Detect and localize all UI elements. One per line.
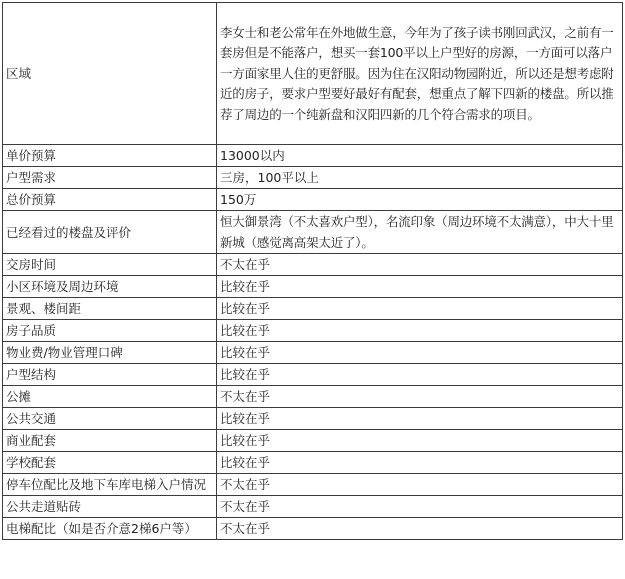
row-label: 小区环境及周边环境 xyxy=(3,276,217,298)
table-row xyxy=(3,430,623,452)
row-label: 区域 xyxy=(3,3,217,145)
row-value: 比较在乎 xyxy=(217,430,623,452)
table-row-region xyxy=(3,3,623,145)
row-label: 户型需求 xyxy=(3,167,217,189)
table-row xyxy=(3,320,623,342)
row-label: 公共交通 xyxy=(3,408,217,430)
row-value: 比较在乎 xyxy=(217,320,623,342)
row-value: 比较在乎 xyxy=(217,452,623,474)
row-label: 总价预算 xyxy=(3,189,217,211)
row-value: 比较在乎 xyxy=(217,276,623,298)
row-value: 不太在乎 xyxy=(217,518,623,540)
table-row xyxy=(3,254,623,276)
row-label: 电梯配比（如是否介意2梯6户等） xyxy=(3,518,217,540)
table-row xyxy=(3,474,623,496)
table-row xyxy=(3,276,623,298)
row-label: 已经看过的楼盘及评价 xyxy=(3,211,217,254)
row-value: 13000以内 xyxy=(217,145,623,167)
table-row-reviewed-projects xyxy=(3,211,623,254)
table-row-unit-price-budget xyxy=(3,145,623,167)
table-row xyxy=(3,496,623,518)
row-label: 公共走道贴砖 xyxy=(3,496,217,518)
row-label: 房子品质 xyxy=(3,320,217,342)
row-label: 公摊 xyxy=(3,386,217,408)
row-label: 交房时间 xyxy=(3,254,217,276)
row-value: 不太在乎 xyxy=(217,386,623,408)
row-value: 150万 xyxy=(217,189,623,211)
table-row-unit-type xyxy=(3,167,623,189)
table-row xyxy=(3,408,623,430)
row-value: 比较在乎 xyxy=(217,298,623,320)
table-row xyxy=(3,452,623,474)
row-value: 比较在乎 xyxy=(217,408,623,430)
table-row xyxy=(3,364,623,386)
requirements-table xyxy=(2,2,623,540)
row-label: 停车位配比及地下车库电梯入户情况 xyxy=(3,474,217,496)
table-row-total-budget xyxy=(3,189,623,211)
row-value: 不太在乎 xyxy=(217,496,623,518)
row-label: 景观、楼间距 xyxy=(3,298,217,320)
row-value: 李女士和老公常年在外地做生意，今年为了孩子读书刚回武汉，之前有一套房但是不能落户，想买一套100平以上户型好的房源，一方面可以落户一方面家里人住的更舒服。因为住在汉阳动物园附近，所以还是想考虑附近的房子，要求户型要好最好有配套，想重点了解下四新的楼盘。所以推荐了周边的一个纯新盘和汉阳四新的几个符合需求的项目。 xyxy=(217,3,623,145)
row-value: 不太在乎 xyxy=(217,254,623,276)
table-row xyxy=(3,518,623,540)
table-row xyxy=(3,298,623,320)
row-value: 三房，100平以上 xyxy=(217,167,623,189)
row-label: 商业配套 xyxy=(3,430,217,452)
row-label: 单价预算 xyxy=(3,145,217,167)
table-row xyxy=(3,342,623,364)
row-value: 恒大御景湾（不太喜欢户型），名流印象（周边环境不太满意），中大十里新城（感觉离高架太近了）。 xyxy=(217,211,623,254)
row-value: 比较在乎 xyxy=(217,364,623,386)
row-value: 比较在乎 xyxy=(217,342,623,364)
row-value: 不太在乎 xyxy=(217,474,623,496)
row-label: 户型结构 xyxy=(3,364,217,386)
table-row xyxy=(3,386,623,408)
row-label: 学校配套 xyxy=(3,452,217,474)
row-label: 物业费/物业管理口碑 xyxy=(3,342,217,364)
